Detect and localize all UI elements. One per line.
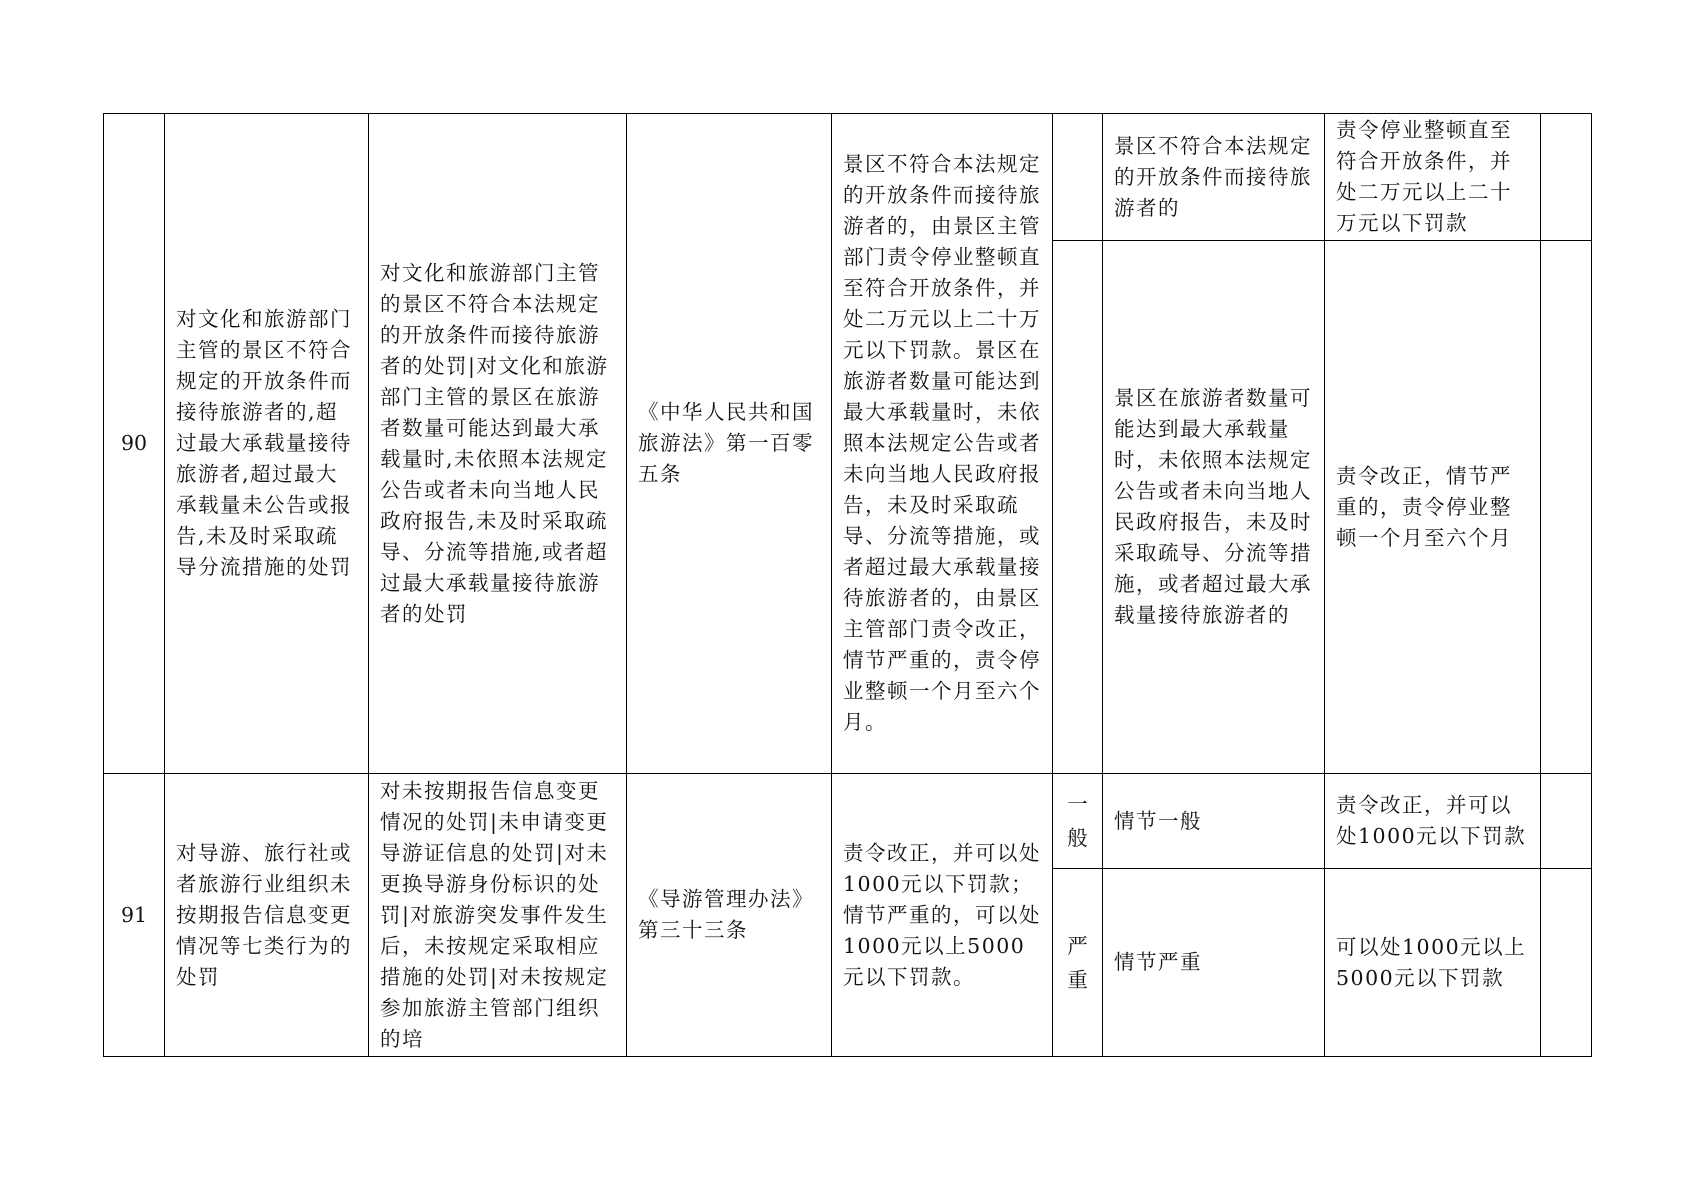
level-char: 严	[1067, 933, 1088, 958]
level-cell	[1053, 241, 1103, 774]
penalty-cell	[1325, 869, 1541, 1057]
sub-items-cell	[369, 774, 627, 1057]
sub-items: 对文化和旅游部门主管的景区不符合本法规定的开放条件而接待旅游者的处罚|对文化和旅游部门主管的景区在旅游者数量可能达到最大承载量时,未依照本法规定公告或者未向当地人民政府报告,未及时采取疏导、分流等措施,或者超过最大承载量接待旅游者的处罚	[380, 260, 609, 626]
level-cell	[1053, 869, 1103, 1057]
provision-text: 责令改正，并可以处1000元以下罚款；情节严重的，可以处1000元以上5000元以下罚款。	[843, 840, 1041, 989]
penalty-cell	[1325, 241, 1541, 774]
circumstance-cell	[1103, 241, 1325, 774]
circumstance-cell	[1103, 774, 1325, 869]
row-number: 91	[120, 902, 148, 927]
remark-cell	[1541, 241, 1592, 774]
penalty-text: 责令改正，并可以处1000元以下罚款	[1336, 793, 1527, 848]
legal-basis-cell	[627, 114, 832, 774]
level-cell	[1053, 774, 1103, 869]
item-name: 对文化和旅游部门主管的景区不符合规定的开放条件而接待旅游者的,超过最大承载量接待旅游者,超过最大承载量未公告或报告,未及时采取疏导分流措施的处罚	[176, 307, 352, 579]
penalty-text: 可以处1000元以上5000元以下罚款	[1336, 934, 1527, 990]
item-name: 对导游、旅行社或者旅游行业组织未按期报告信息变更情况等七类行为的处罚	[176, 840, 352, 989]
sub-items-cell	[369, 114, 627, 774]
legal-basis: 《中华人民共和国旅游法》第一百零五条	[638, 400, 814, 486]
legal-basis-cell	[627, 774, 832, 1057]
level-char: 重	[1067, 967, 1088, 992]
circumstance-text: 景区不符合本法规定的开放条件而接待旅游者的	[1114, 133, 1312, 220]
remark-cell	[1541, 774, 1592, 869]
circumstance-text: 情节严重	[1114, 950, 1202, 974]
circumstance-text: 景区在旅游者数量可能达到最大承载量时，未依照本法规定公告或者未向当地人民政府报告，未及时采取疏导、分流等措施，或者超过最大承载量接待旅游者的	[1114, 386, 1312, 627]
legal-basis: 《导游管理办法》第三十三条	[638, 887, 814, 942]
item-name-cell	[165, 774, 369, 1057]
penalty-cell	[1325, 774, 1541, 869]
provision-cell	[832, 774, 1053, 1057]
provision-cell	[832, 114, 1053, 774]
row-number-cell	[104, 114, 165, 774]
item-name-cell	[165, 114, 369, 774]
circumstance-cell	[1103, 114, 1325, 241]
level-char: 般	[1067, 826, 1088, 850]
circumstance-cell	[1103, 869, 1325, 1057]
level-cell	[1053, 114, 1103, 241]
provision-text: 景区不符合本法规定的开放条件而接待旅游者的，由景区主管部门责令停业整顿直至符合开放条件，并处二万元以上二十万元以下罚款。景区在旅游者数量可能达到最大承载量时，未依照本法规定公告或者未向当地人民政府报告，未及时采取疏导、分流等措施，或者超过最大承载量接待旅游者的，由景区主管部门责令改正，情节严重的，责令停业整顿一个月至六个月。	[843, 152, 1041, 734]
table-row	[104, 774, 1592, 869]
penalty-standards-table	[103, 113, 1592, 1057]
penalty-text: 责令改正，情节严重的，责令停业整顿一个月至六个月	[1336, 463, 1512, 550]
sub-items: 对未按期报告信息变更情况的处罚|未申请变更导游证信息的处罚|对未更换导游身份标识的处罚|对旅游突发事件发生后，未按规定采取相应措施的处罚|对未按规定参加旅游主管部门组织的培	[380, 778, 609, 1051]
circumstance-text: 情节一般	[1114, 808, 1202, 833]
row-number: 90	[120, 431, 148, 455]
penalty-text: 责令停业整顿直至符合开放条件，并处二万元以上二十万元以下罚款	[1336, 118, 1512, 235]
penalty-cell	[1325, 114, 1541, 241]
remark-cell	[1541, 869, 1592, 1057]
level-char: 一	[1067, 792, 1088, 816]
row-number-cell	[104, 774, 165, 1057]
table-row	[104, 114, 1592, 241]
remark-cell	[1541, 114, 1592, 241]
